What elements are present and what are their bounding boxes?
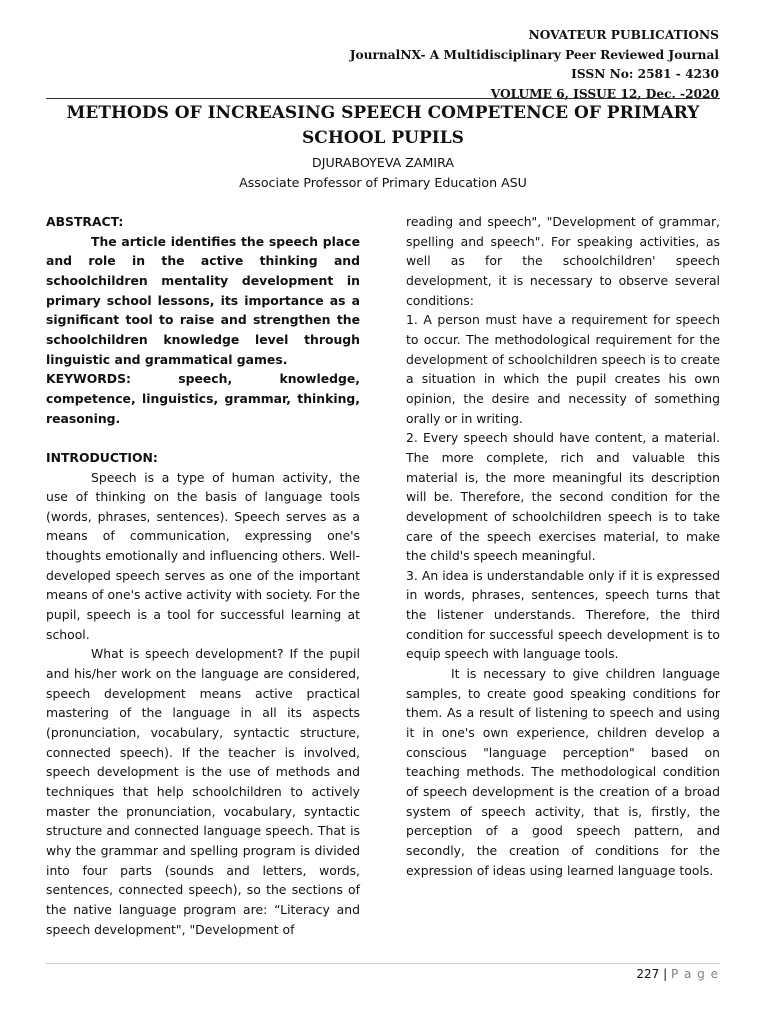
- author-name: DJURABOYEVA ZAMIRA: [312, 155, 454, 170]
- footer-separator: |: [663, 967, 668, 981]
- author-affiliation: Associate Professor of Primary Education ASU: [239, 174, 527, 190]
- abstract-heading: ABSTRACT:: [46, 214, 124, 229]
- continued-paragraph: reading and speech", "Development of grammar, spelling and speech". For speaking activities, as well as for the schoolchildren' speech development, it is necessary to observe several conditions:: [406, 214, 720, 308]
- page-label: P a g e: [670, 967, 719, 981]
- page-footer: [636, 966, 719, 982]
- keywords: KEYWORDS: speech, knowledge, competence, linguistics, grammar, thinking, reasoning.: [46, 371, 360, 426]
- spacer: [46, 428, 360, 448]
- introduction-heading: INTRODUCTION:: [46, 449, 158, 465]
- journal-name: JournalNX- A Multidisciplinary Peer Reviewed Journal: [349, 47, 719, 62]
- abstract-text: The article identifies the speech place and role in the active thinking and schoolchildren mentality development in primary school lessons, its importance as a significant tool to raise and strengthen the schoolchildren knowledge level through linguistic and grammatical games.: [46, 233, 360, 367]
- intro-paragraph-1: Speech is a type of human activity, the use of thinking on the basis of language tools (words, phrases, sentences). Speech serves as a means of communication, expressing one's thoughts emotionally and influencing others. Well-developed speech serves as one of the important means of one's active activity with society. For the pupil, speech is a tool for successful learning at school.: [46, 469, 360, 642]
- condition-item-2: 2. Every speech should have content, a material. The more complete, rich and valuable this material is, the more meaningful its description will be. Therefore, the second condition for the development of schoolchildren speech is to take care of the speech exercises material, to make the child's speech meaningful.: [406, 430, 720, 564]
- header-rule: [46, 98, 720, 99]
- issn: ISSN No: 2581 - 4230: [571, 67, 719, 81]
- journal-header: [350, 26, 719, 104]
- page-number: 227: [636, 967, 660, 981]
- condition-item-3: 3. An idea is understandable only if it is expressed in words, phrases, sentences, speech turns that the listener understands. Therefore, the third condition for successful speech development is to equip speech with language tools.: [406, 567, 720, 662]
- footer-rule: [46, 963, 720, 964]
- left-column: [46, 212, 360, 939]
- right-column: [406, 212, 720, 880]
- closing-paragraph: It is necessary to give children language samples, to create good speaking conditions for them. As a result of listening to speech and using it in one's own experience, children develop a conscious "language perception" based on teaching methods. The methodological condition of speech development is the creation of a broad system of speech activity, that is, firstly, the perception of a good speech pattern, and secondly, the creation of conditions for the expression of ideas using learned language tools.: [406, 666, 720, 878]
- intro-paragraph-2: What is speech development? If the pupil and his/her work on the language are considered, speech development means active practical mastering of the language in all its aspects (pronunciation, vocabulary, syntactic structure, connected speech). If the teacher is involved, speech development is the use of methods and techniques that help schoolchildren to actively master the pronunciation, vocabulary, syntactic structure and connected language speech. That is why the grammar and spelling program is divided into four parts (sounds and letters, words, sentences, connected speech), so the sections of the native language program are: “Literacy and speech development", "Development of: [46, 646, 360, 937]
- volume-issue: VOLUME 6, ISSUE 12, Dec. -2020: [490, 86, 719, 101]
- condition-item-1: 1. A person must have a requirement for speech to occur. The methodological requirement for the development of schoolchildren speech is to create a situation in which the pupil creates his own opinion, the desire and necessity of something orally or in writing.: [406, 312, 720, 426]
- author-block: [46, 153, 720, 192]
- paper-title: METHODS OF INCREASING SPEECH COMPETENCE OF PRIMARY SCHOOL PUPILS: [66, 103, 700, 148]
- publisher-name: NOVATEUR PUBLICATIONS: [528, 28, 719, 42]
